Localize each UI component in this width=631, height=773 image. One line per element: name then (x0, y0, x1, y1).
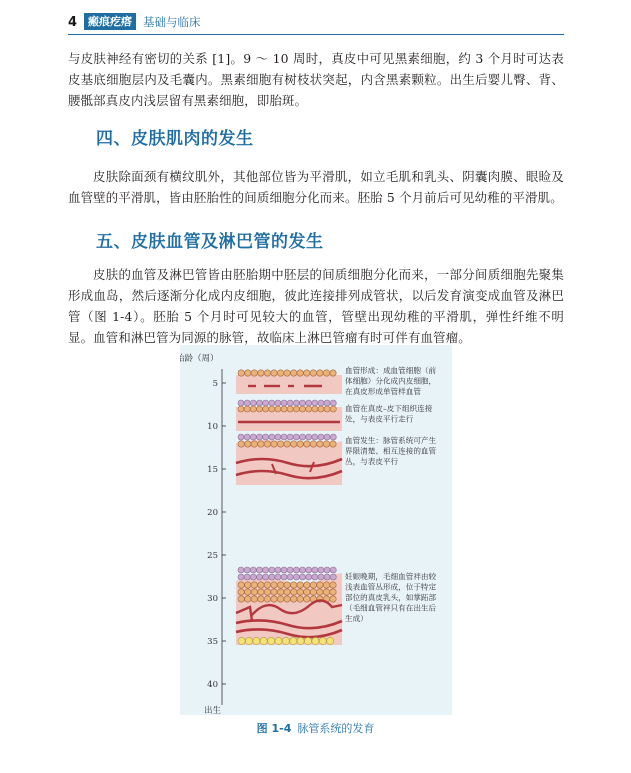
cell (330, 596, 336, 602)
cell (250, 574, 256, 580)
axis-tick-label: 15 (207, 465, 218, 475)
cell (269, 567, 275, 573)
cell (238, 574, 244, 580)
cell (319, 637, 326, 644)
cell (251, 441, 257, 447)
cell (330, 574, 336, 580)
header-rule (68, 34, 564, 35)
cell (263, 434, 269, 440)
cell (291, 582, 297, 588)
cell (312, 406, 318, 412)
cell (300, 434, 306, 440)
cell (290, 637, 297, 644)
cell (312, 567, 318, 573)
surface-cell-row (238, 400, 336, 406)
cell (287, 434, 293, 440)
paragraph-blood-lymph-vessels: 皮肤的血管及淋巴管皆由胚胎期中胚层的间质细胞分化而来，一部分间质细胞先聚集形成血岛，然后逐渐分化成内皮细胞，彼此连接排列成管状，以后发育演变成血管及淋巴管（图 1-4）。胚胎 5 个月时可见较大的血管，管壁出现幼稚的平滑肌，弹性纤维不明显。血管和淋巴管为同源的脉管，故临床上淋巴管瘤有时可伴有血管瘤。 (68, 267, 564, 345)
book-title-badge: 瘢痕疙瘩 (84, 13, 136, 30)
figure-illustration (180, 345, 452, 715)
cell (264, 582, 270, 588)
cell (284, 441, 290, 447)
cell (324, 400, 330, 406)
cell (238, 400, 244, 406)
cell (318, 400, 324, 406)
cell (306, 567, 312, 573)
cell (318, 567, 324, 573)
annotation-line: 体细胞）分化成内皮细胞， (345, 376, 437, 386)
cell (245, 589, 251, 595)
cell (304, 370, 310, 376)
cell (238, 589, 244, 595)
cell (297, 637, 304, 644)
axis-tick-label: 5 (212, 379, 218, 389)
cell (238, 434, 244, 440)
heading-blood-lymph-vessels: 五、皮肤血管及淋巴管的发生 (96, 232, 324, 252)
cell (304, 637, 311, 644)
cell (245, 596, 251, 602)
cell (310, 589, 316, 595)
cell (300, 400, 306, 406)
paragraph-skin-muscle: 皮肤除面颈有横纹肌外，其他部位皆为平滑肌，如立毛肌和乳头、阴囊肉膜、眼睑及血管壁的平滑肌，皆由胚胎性的间质细胞分化而来。胚胎 5 个月前后可见幼稚的平滑肌。 (68, 169, 564, 205)
surface-cell-row (238, 567, 336, 573)
figure-number: 图 1-4 (256, 722, 292, 735)
cell (281, 567, 287, 573)
cell (330, 406, 336, 412)
cell (310, 441, 316, 447)
stage-week-10-illustration (236, 400, 342, 431)
cell (264, 370, 270, 376)
cell (244, 434, 250, 440)
cell (245, 582, 251, 588)
cell (277, 596, 283, 602)
cell (281, 406, 287, 412)
cell (268, 637, 275, 644)
cell (238, 441, 244, 447)
cell (263, 406, 269, 412)
cell (244, 574, 250, 580)
cell (251, 582, 257, 588)
cell (287, 406, 293, 412)
cell (264, 589, 270, 595)
cell (284, 370, 290, 376)
cell (293, 434, 299, 440)
cell (330, 400, 336, 406)
annotation-line: 生成） (345, 614, 368, 623)
cell (297, 589, 303, 595)
cell (293, 574, 299, 580)
annotation-line: 丛，与表皮平行 (345, 457, 399, 466)
cell (271, 596, 277, 602)
running-header (0, 10, 631, 36)
cell (257, 574, 263, 580)
cell (323, 370, 329, 376)
cell (291, 596, 297, 602)
axis-tick-label: 20 (207, 508, 218, 518)
cell (264, 596, 270, 602)
cell (238, 596, 244, 602)
cell (300, 574, 306, 580)
cell (324, 567, 330, 573)
cell (269, 400, 275, 406)
cell (284, 582, 290, 588)
cell (323, 582, 329, 588)
annotation-line: 血管形成：成血管细胞（前 (345, 366, 437, 375)
cell (263, 574, 269, 580)
cell (317, 582, 323, 588)
cell (275, 574, 281, 580)
cell (304, 589, 310, 595)
cell (310, 582, 316, 588)
cell (300, 567, 306, 573)
cell (291, 370, 297, 376)
cell (250, 406, 256, 412)
cell (323, 589, 329, 595)
page-number: 4 (68, 15, 78, 30)
cell (287, 400, 293, 406)
cell (318, 574, 324, 580)
stage-week-30-illustration (236, 567, 342, 645)
cell (245, 441, 251, 447)
cell (244, 406, 250, 412)
cell (312, 434, 318, 440)
cell (271, 370, 277, 376)
heading-skin-muscle: 四、皮肤肌肉的发生 (96, 129, 254, 149)
cell (312, 637, 319, 644)
paragraph-melanocytes: 与皮肤神经有密切的关系 [1]。9 ～ 10 周时，真皮中可见黑素细胞，约 3 个月时可达表皮基底细胞层内及毛囊内。黑素细胞有树枝状突起，内含黑素颗粒。出生后婴儿臀、背、腰骶部真皮内浅层留有黑素细胞，即胎斑。 (68, 51, 564, 108)
cell (258, 589, 264, 595)
cell (251, 589, 257, 595)
cell (306, 434, 312, 440)
dermis-layer (236, 375, 342, 394)
cell (306, 406, 312, 412)
cell (330, 370, 336, 376)
cell (251, 370, 257, 376)
surface-cell-row (238, 434, 336, 440)
cell (310, 370, 316, 376)
cell (269, 406, 275, 412)
figure-vascular-development (180, 345, 452, 715)
cell (277, 370, 283, 376)
cell (238, 582, 244, 588)
cell (277, 582, 283, 588)
stage-annotations (345, 365, 437, 623)
cell (244, 567, 250, 573)
cell (277, 441, 283, 447)
annotation-line: 血管发生：脉管系统可产生 (345, 436, 437, 445)
cell (317, 370, 323, 376)
cell (327, 637, 334, 644)
cell (277, 589, 283, 595)
cell (258, 441, 264, 447)
annotation-line: 血管在真皮–皮下组织连接 (345, 404, 433, 413)
cell (250, 400, 256, 406)
cell (312, 400, 318, 406)
axis-ticks (207, 379, 226, 690)
stage-annotation-week-10 (345, 403, 433, 425)
cell (293, 567, 299, 573)
cell (330, 434, 336, 440)
stage-week-15-illustration (236, 434, 342, 485)
annotation-line: 处，与表皮平行走行 (345, 414, 414, 424)
cell (306, 574, 312, 580)
cell (251, 596, 257, 602)
cell (330, 567, 336, 573)
cell (238, 370, 244, 376)
cell (324, 434, 330, 440)
axis-tick-label: 10 (207, 422, 218, 432)
epidermis-cell-row (238, 441, 336, 447)
cell (291, 589, 297, 595)
cell (257, 400, 263, 406)
cell (258, 596, 264, 602)
cell (257, 406, 263, 412)
cell (253, 637, 260, 644)
cell (297, 370, 303, 376)
figure-caption (0, 720, 631, 736)
stage-week-5-illustration (236, 370, 342, 394)
cell (275, 567, 281, 573)
cell (312, 574, 318, 580)
cell (257, 434, 263, 440)
cell (287, 574, 293, 580)
cell (263, 567, 269, 573)
axis-tick-label: 40 (207, 680, 218, 690)
annotation-line: 浅表血管丛形成，位于特定 (345, 582, 437, 592)
cell (318, 406, 324, 412)
cell (304, 596, 310, 602)
book-subtitle: 基础与临床 (143, 15, 201, 29)
cell (271, 589, 277, 595)
cell (264, 441, 270, 447)
axis-tick-label: 30 (207, 594, 218, 604)
cell (318, 434, 324, 440)
epidermis-cell-row (238, 589, 336, 595)
cell (291, 441, 297, 447)
cell (238, 567, 244, 573)
cell (304, 582, 310, 588)
cell (271, 582, 277, 588)
surface-cell-row (238, 574, 336, 580)
cell (238, 637, 245, 644)
cell (281, 434, 287, 440)
cell (297, 441, 303, 447)
cell (282, 637, 289, 644)
cell (287, 567, 293, 573)
cell (317, 589, 323, 595)
annotation-line: （毛细血管袢只有在出生后 (345, 603, 437, 613)
cell (258, 582, 264, 588)
cell (284, 596, 290, 602)
cell (293, 406, 299, 412)
stage-annotation-week-5 (345, 365, 437, 396)
figure-title: 脉管系统的发育 (297, 722, 375, 735)
cell (317, 441, 323, 447)
cell (281, 574, 287, 580)
annotation-line: 在真皮形成单管样血管 (345, 387, 421, 396)
cell (269, 574, 275, 580)
cell (238, 406, 244, 412)
cell (245, 370, 251, 376)
cell (271, 441, 277, 447)
cell (284, 589, 290, 595)
cell (257, 567, 263, 573)
cell (330, 441, 336, 447)
cell (275, 406, 281, 412)
cell (306, 400, 312, 406)
cell (275, 400, 281, 406)
cell (297, 582, 303, 588)
cell (260, 637, 267, 644)
axis-end-label: 出生 (204, 706, 222, 715)
epidermis-cell-row (238, 582, 336, 588)
cell (330, 582, 336, 588)
cell (323, 441, 329, 447)
cell (275, 637, 282, 644)
cell (304, 441, 310, 447)
cell (245, 637, 252, 644)
cell (275, 434, 281, 440)
annotation-line: 界限清楚、相互连接的血管 (345, 446, 437, 456)
epidermis-cell-row (238, 370, 336, 376)
cell (324, 406, 330, 412)
cell (297, 596, 303, 602)
cell (258, 370, 264, 376)
cell (269, 434, 275, 440)
cell (324, 574, 330, 580)
annotation-line: 部位的真皮乳头，如掌跖部 (345, 593, 437, 602)
axis-tick-label: 35 (207, 637, 218, 647)
stage-annotation-week-15 (345, 435, 437, 467)
axis-title: 胎龄（周） (180, 354, 219, 364)
axis-tick-label: 25 (207, 551, 218, 561)
cell (281, 400, 287, 406)
cell (250, 567, 256, 573)
cell (300, 406, 306, 412)
cell (250, 434, 256, 440)
cell (293, 400, 299, 406)
annotation-line: 妊娠晚期，毛细血管袢由较 (345, 572, 437, 581)
stage-annotation-week-30 (345, 571, 437, 623)
cell (244, 400, 250, 406)
cell (330, 589, 336, 595)
cell (263, 400, 269, 406)
